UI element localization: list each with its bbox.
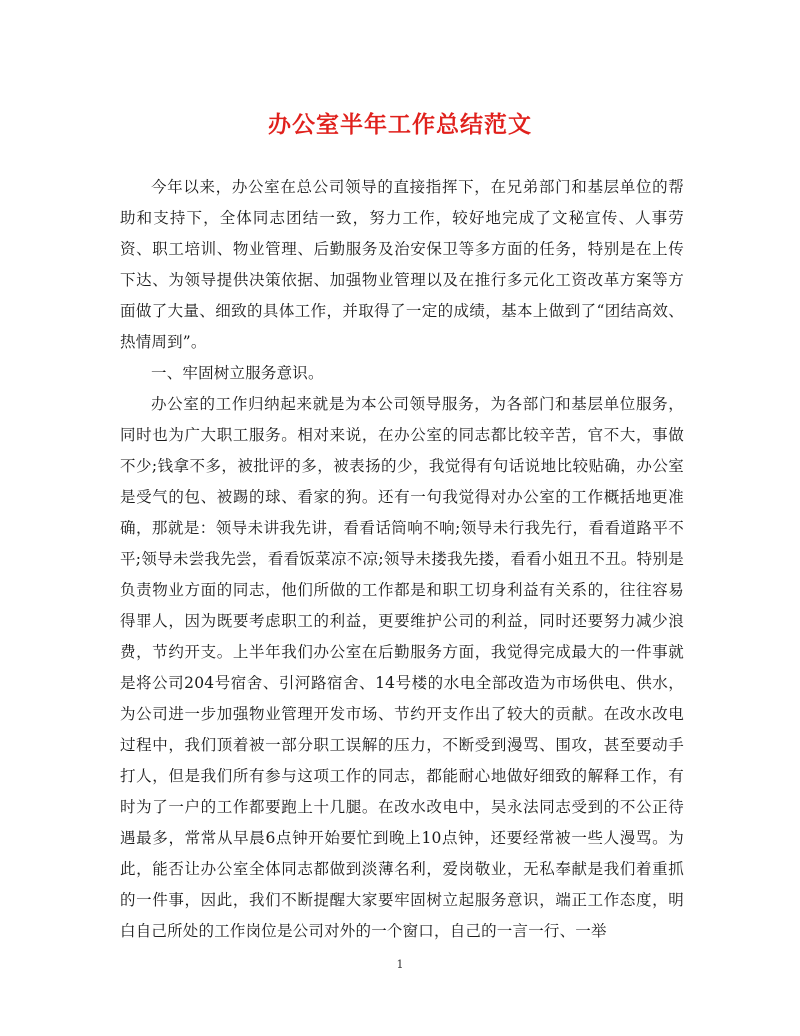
page-number: 1 (396, 958, 404, 971)
paragraph-intro: 今年以来，办公室在总公司领导的直接指挥下，在兄弟部门和基层单位的帮助和支持下，全体同志团结一致，努力工作，较好地完成了文秘宣传、人事劳资、职工培训、物业管理、后勤服务及治安保卫等多方面的任务，特别是在上传下达、为领导提供决策依据、加强物业管理以及在推行多元化工资改革方案等方面做了大量、细致的具体工作，并取得了一定的成绩，基本上做到了“团结高效、热情周到”。 (120, 178, 684, 351)
document-body (120, 172, 684, 947)
section-heading: 一、牢固树立服务意识。 (151, 364, 324, 382)
document-title: 办公室半年工作总结范文 (268, 111, 532, 138)
paragraph-service: 办公室的工作归纳起来就是为本公司领导服务，为各部门和基层单位服务，同时也为广大职工服务。相对来说，在办公室的同志都比较辛苦，官不大，事做不少;钱拿不多，被批评的多，被表扬的少，我觉得有句话说地比较贴确，办公室是受气的包、被踢的球、看家的狗。还有一句我觉得对办公室的工作概括地更准确，那就是：领导未讲我先讲，看看话筒响不响;领导未行我先行，看看道路平不平;领导未尝我先尝，看看饭菜凉不凉;领导未搂我先搂，看看小姐丑不丑。特别是负责物业方面的同志，他们所做的工作都是和职工切身利益有关系的，往往容易得罪人，因为既要考虑职工的利益，更要维护公司的利益，同时还要努力减少浪费，节约开支。上半年我们办公室在后勤服务方面，我觉得完成最大的一件事就是将公司204号宿舍、引河路宿舍、14号楼的水电全部改造为市场供电、供水，为公司进一步加强物业管理开发市场、节约开支作出了较大的贡献。在改水改电过程中，我们顶着被一部分职工误解的压力，不断受到漫骂、围攻，甚至要动手打人，但是我们所有参与这项工作的同志，都能耐心地做好细致的解释工作，有时为了一户的工作都要跑上十几腿。在改水改电中，吴永法同志受到的不公正待遇最多，常常从早晨6点钟开始要忙到晚上10点钟，还要经常被一些人漫骂。为此，能否让办公室全体同志都做到淡薄名利，爱岗敬业，无私奉献是我们着重抓的一件事，因此，我们不断提醒大家要牢固树立起服务意识，端正工作态度，明白自己所处的工作岗位是公司对外的一个窗口，自己的一言一行、一举 (120, 395, 684, 940)
